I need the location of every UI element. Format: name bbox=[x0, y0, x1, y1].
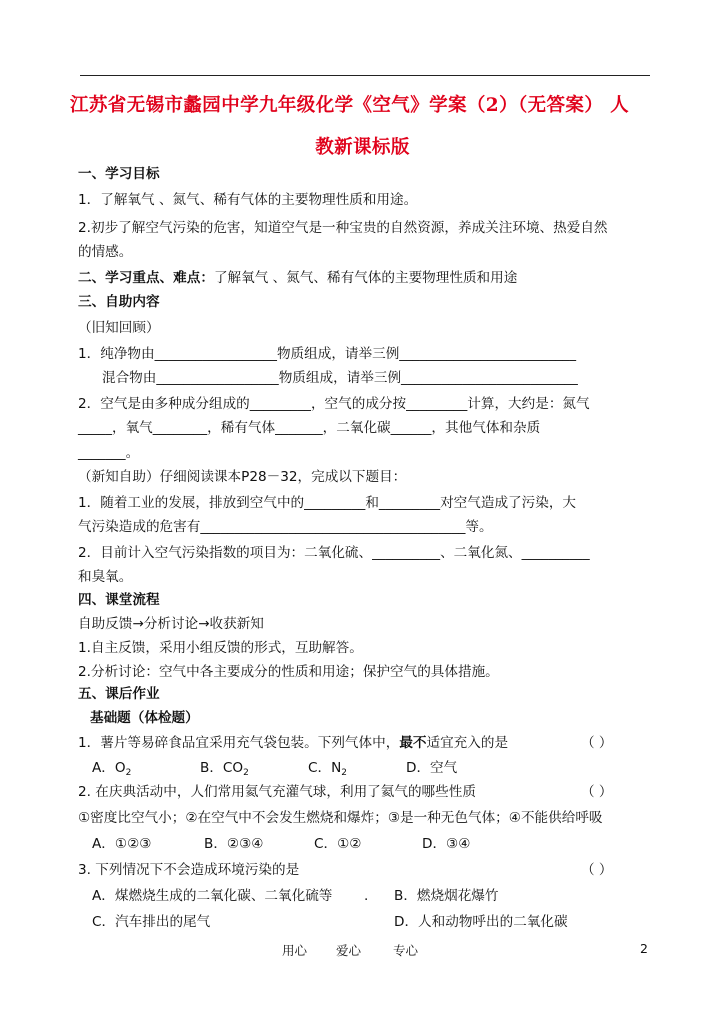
question-3 bbox=[78, 860, 650, 880]
question-2-statements: ①密度比空气小；②在空气中不会发生燃烧和爆炸；③是一种无色气体；④不能供给呼吸 bbox=[78, 810, 603, 826]
class-flow-item-2: 2.分析讨论：空气中各主要成分的性质和用途；保护空气的具体措施。 bbox=[78, 664, 499, 680]
basic-questions-label: 基础题（体检题） bbox=[90, 710, 199, 726]
section-heading-key-points: 二、学习重点、难点： bbox=[78, 270, 214, 286]
question-1-text-a: 1．薯片等易碎食品宜采用充气袋包装。下列气体中， bbox=[78, 735, 400, 751]
question-pollution: 1．随着工业的发展，排放到空气中的_________和_________对空气造成了污染，大 bbox=[78, 495, 577, 511]
class-flow-steps: 自助反馈→分析讨论→收获新知 bbox=[78, 616, 264, 632]
option-a: A．①②③ bbox=[92, 836, 152, 852]
question-1-emphasis: 最不 bbox=[399, 735, 427, 751]
question-1 bbox=[78, 733, 650, 753]
key-points bbox=[78, 268, 650, 288]
option-b: B．燃烧烟花爆竹 bbox=[394, 888, 499, 904]
question-1-text-b: 适宜充入的是 bbox=[426, 735, 509, 751]
question-3-answer-paren: （ ） bbox=[581, 862, 613, 878]
question-2 bbox=[78, 782, 650, 802]
question-air-composition-cont: _____，氧气________，稀有气体_______，二氧化碳______，其他气体和杂质 bbox=[78, 420, 541, 436]
option-c: C．$N_2$ bbox=[308, 760, 347, 778]
class-flow-item-1: 1.自主反馈，采用小组反馈的形式，互助解答。 bbox=[78, 640, 363, 656]
option-a-dot: . bbox=[364, 888, 369, 904]
option-c: C．汽车排出的尾气 bbox=[92, 914, 211, 930]
option-d: D．人和动物呼出的二氧化碳 bbox=[394, 914, 568, 930]
section-heading-goals: 一、学习目标 bbox=[78, 166, 160, 182]
question-air-composition: 2．空气是由多种成分组成的_________，空气的成分按_________计算，大约是：氮气 bbox=[78, 396, 590, 412]
section-heading-self-help: 三、自助内容 bbox=[78, 294, 160, 310]
option-c: C．①② bbox=[314, 836, 362, 852]
goal-item-2: 2.初步了解空气污染的危害，知道空气是一种宝贵的自然资源，养成关注环境、热爱自然 bbox=[78, 220, 608, 236]
goal-item-1: 1．了解氧气 、氮气、稀有气体的主要物理性质和用途。 bbox=[78, 192, 418, 208]
review-label: （旧知回顾） bbox=[78, 320, 160, 336]
question-mixture: 混合物由__________________物质组成，请举三例__________________________ bbox=[102, 370, 578, 386]
page-number: 2 bbox=[640, 941, 648, 956]
option-d: D．③④ bbox=[422, 836, 471, 852]
option-b: B．②③④ bbox=[204, 836, 264, 852]
question-pure-substance: 1．纯净物由__________________物质组成，请举三例__________________________ bbox=[78, 346, 577, 362]
question-air-composition-end: _______。 bbox=[78, 445, 140, 461]
footer-item-1: 用心 bbox=[282, 943, 308, 958]
option-d: D．空气 bbox=[406, 760, 458, 776]
question-2-answer-paren: （ ） bbox=[581, 784, 613, 800]
question-2-text: 2. 在庆典活动中，人们常用氦气充灌气球，利用了氦气的哪些性质 bbox=[78, 784, 476, 800]
option-a: A．煤燃烧生成的二氧化碳、二氧化硫等 bbox=[92, 888, 333, 904]
question-pollution-index: 2．目前计入空气污染指数的项目为：二氧化硫、__________、二氧化氮、__________ bbox=[78, 545, 590, 561]
question-1-answer-paren: （ ） bbox=[581, 735, 613, 751]
question-pollution-cont: 气污染造成的危害有_______________________________________等。 bbox=[78, 519, 493, 535]
new-knowledge-label: （新知自助）仔细阅读课本P28－32，完成以下题目： bbox=[78, 469, 407, 485]
document-title-line-2: 教新课标版 bbox=[315, 137, 410, 158]
option-b: B．$CO_2$ bbox=[200, 760, 249, 778]
question-pollution-index-cont: 和臭氧。 bbox=[78, 569, 133, 585]
footer-item-3: 专心 bbox=[393, 943, 419, 958]
section-heading-homework: 五、课后作业 bbox=[78, 686, 160, 702]
key-points-text: 了解氧气 、氮气、稀有气体的主要物理性质和用途 bbox=[213, 270, 518, 286]
goal-item-2-cont: 的情感。 bbox=[78, 244, 133, 260]
footer-item-2: 爱心 bbox=[336, 943, 362, 958]
question-3-text: 3. 下列情况下不会造成环境污染的是 bbox=[78, 862, 300, 878]
document-title-line-1: 江苏省无锡市蠡园中学九年级化学《空气》学案（2）（无答案） 人 bbox=[70, 95, 629, 116]
section-heading-class-flow: 四、课堂流程 bbox=[78, 592, 160, 608]
header-rule bbox=[80, 75, 650, 76]
option-a: A．$O_2$ bbox=[92, 760, 132, 778]
